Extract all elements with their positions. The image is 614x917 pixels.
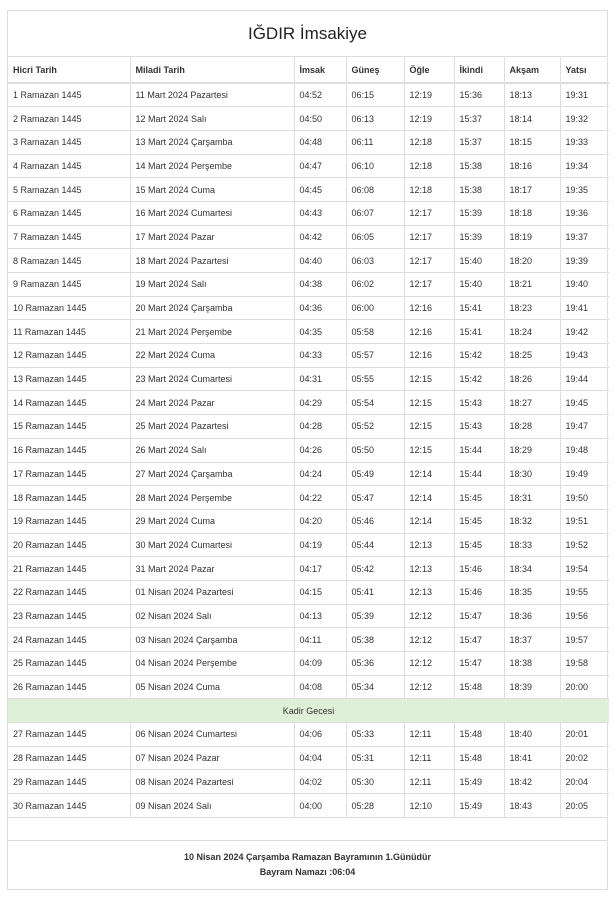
hicri-date-cell: 30 Ramazan 1445 — [8, 794, 130, 818]
imsak-time-cell: 04:13 — [294, 604, 346, 628]
miladi-date-cell: 19 Mart 2024 Salı — [130, 273, 294, 297]
hicri-date-cell: 28 Ramazan 1445 — [8, 746, 130, 770]
table-row — [8, 83, 609, 107]
ikindi-time-cell: 15:38 — [454, 178, 504, 202]
hicri-date-cell: 7 Ramazan 1445 — [8, 225, 130, 249]
imsak-time-cell: 04:11 — [294, 628, 346, 652]
table-row — [8, 628, 609, 652]
gunes-time-cell: 05:44 — [346, 533, 404, 557]
gunes-time-cell: 05:46 — [346, 509, 404, 533]
miladi-date-cell: 18 Mart 2024 Pazartesi — [130, 249, 294, 273]
aksam-time-cell: 18:43 — [504, 794, 560, 818]
ogle-time-cell: 12:16 — [404, 344, 454, 368]
ogle-time-cell: 12:11 — [404, 723, 454, 747]
miladi-date-cell: 13 Mart 2024 Çarşamba — [130, 130, 294, 154]
kadir-gecesi-label: Kadir Gecesi — [8, 699, 609, 723]
table-row — [8, 462, 609, 486]
imsak-time-cell: 04:15 — [294, 580, 346, 604]
hicri-date-cell: 15 Ramazan 1445 — [8, 415, 130, 439]
table-row — [8, 107, 609, 131]
ogle-time-cell: 12:11 — [404, 746, 454, 770]
aksam-time-cell: 18:26 — [504, 367, 560, 391]
column-header-ogle: Öğle — [404, 57, 454, 83]
ogle-time-cell: 12:18 — [404, 154, 454, 178]
ikindi-time-cell: 15:48 — [454, 675, 504, 699]
miladi-date-cell: 22 Mart 2024 Cuma — [130, 344, 294, 368]
table-row — [8, 249, 609, 273]
yatsi-time-cell: 19:52 — [560, 533, 609, 557]
column-header-miladi: Miladi Tarih — [130, 57, 294, 83]
miladi-date-cell: 03 Nisan 2024 Çarşamba — [130, 628, 294, 652]
ogle-time-cell: 12:15 — [404, 391, 454, 415]
ogle-time-cell: 12:10 — [404, 794, 454, 818]
yatsi-time-cell: 19:56 — [560, 604, 609, 628]
table-row — [8, 344, 609, 368]
aksam-time-cell: 18:27 — [504, 391, 560, 415]
table-bottom-spacer — [8, 817, 607, 841]
yatsi-time-cell: 20:00 — [560, 675, 609, 699]
ikindi-time-cell: 15:49 — [454, 770, 504, 794]
miladi-date-cell: 25 Mart 2024 Pazartesi — [130, 415, 294, 439]
hicri-date-cell: 19 Ramazan 1445 — [8, 509, 130, 533]
imsak-time-cell: 04:50 — [294, 107, 346, 131]
ikindi-time-cell: 15:42 — [454, 367, 504, 391]
gunes-time-cell: 06:15 — [346, 83, 404, 107]
aksam-time-cell: 18:16 — [504, 154, 560, 178]
ogle-time-cell: 12:19 — [404, 83, 454, 107]
imsak-time-cell: 04:04 — [294, 746, 346, 770]
ikindi-time-cell: 15:42 — [454, 344, 504, 368]
gunes-time-cell: 06:10 — [346, 154, 404, 178]
ogle-time-cell: 12:17 — [404, 201, 454, 225]
aksam-time-cell: 18:30 — [504, 462, 560, 486]
hicri-date-cell: 9 Ramazan 1445 — [8, 273, 130, 297]
yatsi-time-cell: 19:40 — [560, 273, 609, 297]
gunes-time-cell: 05:36 — [346, 652, 404, 676]
hicri-date-cell: 4 Ramazan 1445 — [8, 154, 130, 178]
hicri-date-cell: 2 Ramazan 1445 — [8, 107, 130, 131]
table-row — [8, 320, 609, 344]
ikindi-time-cell: 15:49 — [454, 794, 504, 818]
aksam-time-cell: 18:20 — [504, 249, 560, 273]
aksam-time-cell: 18:23 — [504, 296, 560, 320]
gunes-time-cell: 05:50 — [346, 438, 404, 462]
miladi-date-cell: 04 Nisan 2024 Perşembe — [130, 652, 294, 676]
aksam-time-cell: 18:14 — [504, 107, 560, 131]
aksam-time-cell: 18:35 — [504, 580, 560, 604]
table-row — [8, 746, 609, 770]
imsak-time-cell: 04:02 — [294, 770, 346, 794]
gunes-time-cell: 05:52 — [346, 415, 404, 439]
yatsi-time-cell: 19:49 — [560, 462, 609, 486]
yatsi-time-cell: 19:32 — [560, 107, 609, 131]
imsak-time-cell: 04:48 — [294, 130, 346, 154]
gunes-time-cell: 06:07 — [346, 201, 404, 225]
gunes-time-cell: 05:30 — [346, 770, 404, 794]
ogle-time-cell: 12:12 — [404, 652, 454, 676]
ikindi-time-cell: 15:41 — [454, 296, 504, 320]
yatsi-time-cell: 19:34 — [560, 154, 609, 178]
table-row — [8, 580, 609, 604]
yatsi-time-cell: 19:44 — [560, 367, 609, 391]
miladi-date-cell: 31 Mart 2024 Pazar — [130, 557, 294, 581]
table-row — [8, 391, 609, 415]
imsak-time-cell: 04:20 — [294, 509, 346, 533]
hicri-date-cell: 12 Ramazan 1445 — [8, 344, 130, 368]
aksam-time-cell: 18:33 — [504, 533, 560, 557]
miladi-date-cell: 17 Mart 2024 Pazar — [130, 225, 294, 249]
ogle-time-cell: 12:17 — [404, 225, 454, 249]
ikindi-time-cell: 15:44 — [454, 438, 504, 462]
hicri-date-cell: 3 Ramazan 1445 — [8, 130, 130, 154]
ikindi-time-cell: 15:39 — [454, 201, 504, 225]
aksam-time-cell: 18:21 — [504, 273, 560, 297]
bayram-namazi-time: Bayram Namazı :06:04 — [259, 867, 356, 878]
imsak-time-cell: 04:09 — [294, 652, 346, 676]
ogle-time-cell: 12:12 — [404, 604, 454, 628]
gunes-time-cell: 05:33 — [346, 723, 404, 747]
gunes-time-cell: 05:34 — [346, 675, 404, 699]
table-row — [8, 415, 609, 439]
hicri-date-cell: 17 Ramazan 1445 — [8, 462, 130, 486]
hicri-date-cell: 25 Ramazan 1445 — [8, 652, 130, 676]
ikindi-time-cell: 15:45 — [454, 533, 504, 557]
aksam-time-cell: 18:41 — [504, 746, 560, 770]
aksam-time-cell: 18:42 — [504, 770, 560, 794]
yatsi-time-cell: 19:43 — [560, 344, 609, 368]
gunes-time-cell: 06:13 — [346, 107, 404, 131]
aksam-time-cell: 18:37 — [504, 628, 560, 652]
table-row — [8, 652, 609, 676]
aksam-time-cell: 18:31 — [504, 486, 560, 510]
hicri-date-cell: 10 Ramazan 1445 — [8, 296, 130, 320]
imsak-time-cell: 04:28 — [294, 415, 346, 439]
table-row — [8, 225, 609, 249]
miladi-date-cell: 02 Nisan 2024 Salı — [130, 604, 294, 628]
table-row — [8, 533, 609, 557]
yatsi-time-cell: 19:47 — [560, 415, 609, 439]
aksam-time-cell: 18:36 — [504, 604, 560, 628]
yatsi-time-cell: 19:48 — [560, 438, 609, 462]
table-row — [8, 201, 609, 225]
hicri-date-cell: 1 Ramazan 1445 — [8, 83, 130, 107]
column-header-ikindi: İkindi — [454, 57, 504, 83]
yatsi-time-cell: 19:39 — [560, 249, 609, 273]
aksam-time-cell: 18:19 — [504, 225, 560, 249]
hicri-date-cell: 24 Ramazan 1445 — [8, 628, 130, 652]
imsak-time-cell: 04:35 — [294, 320, 346, 344]
imsak-time-cell: 04:43 — [294, 201, 346, 225]
hicri-date-cell: 26 Ramazan 1445 — [8, 675, 130, 699]
gunes-time-cell: 05:39 — [346, 604, 404, 628]
ikindi-time-cell: 15:38 — [454, 154, 504, 178]
imsak-time-cell: 04:42 — [294, 225, 346, 249]
aksam-time-cell: 18:39 — [504, 675, 560, 699]
yatsi-time-cell: 20:01 — [560, 723, 609, 747]
ogle-time-cell: 12:11 — [404, 770, 454, 794]
ogle-time-cell: 12:12 — [404, 675, 454, 699]
gunes-time-cell: 05:41 — [346, 580, 404, 604]
kadir-gecesi-row — [8, 699, 609, 723]
ogle-time-cell: 12:14 — [404, 509, 454, 533]
gunes-time-cell: 05:38 — [346, 628, 404, 652]
hicri-date-cell: 8 Ramazan 1445 — [8, 249, 130, 273]
ikindi-time-cell: 15:41 — [454, 320, 504, 344]
imsak-time-cell: 04:45 — [294, 178, 346, 202]
gunes-time-cell: 06:11 — [346, 130, 404, 154]
imsak-time-cell: 04:29 — [294, 391, 346, 415]
yatsi-time-cell: 19:54 — [560, 557, 609, 581]
ikindi-time-cell: 15:43 — [454, 415, 504, 439]
hicri-date-cell: 29 Ramazan 1445 — [8, 770, 130, 794]
gunes-time-cell: 05:54 — [346, 391, 404, 415]
ikindi-time-cell: 15:46 — [454, 580, 504, 604]
ogle-time-cell: 12:15 — [404, 438, 454, 462]
miladi-date-cell: 24 Mart 2024 Pazar — [130, 391, 294, 415]
miladi-date-cell: 09 Nisan 2024 Salı — [130, 794, 294, 818]
ikindi-time-cell: 15:47 — [454, 628, 504, 652]
ikindi-time-cell: 15:37 — [454, 107, 504, 131]
imsak-time-cell: 04:47 — [294, 154, 346, 178]
imsak-time-cell: 04:52 — [294, 83, 346, 107]
hicri-date-cell: 21 Ramazan 1445 — [8, 557, 130, 581]
ikindi-time-cell: 15:40 — [454, 273, 504, 297]
table-row — [8, 604, 609, 628]
ikindi-time-cell: 15:37 — [454, 130, 504, 154]
miladi-date-cell: 06 Nisan 2024 Cumartesi — [130, 723, 294, 747]
ogle-time-cell: 12:16 — [404, 296, 454, 320]
aksam-time-cell: 18:18 — [504, 201, 560, 225]
yatsi-time-cell: 19:37 — [560, 225, 609, 249]
imsak-time-cell: 04:17 — [294, 557, 346, 581]
page-title: IĞDIR İmsakiye — [8, 11, 607, 57]
footer — [8, 841, 607, 877]
yatsi-time-cell: 19:50 — [560, 486, 609, 510]
ikindi-time-cell: 15:48 — [454, 746, 504, 770]
yatsi-time-cell: 20:05 — [560, 794, 609, 818]
ogle-time-cell: 12:13 — [404, 533, 454, 557]
imsak-time-cell: 04:00 — [294, 794, 346, 818]
ogle-time-cell: 12:15 — [404, 415, 454, 439]
table-row — [8, 509, 609, 533]
hicri-date-cell: 22 Ramazan 1445 — [8, 580, 130, 604]
yatsi-time-cell: 20:04 — [560, 770, 609, 794]
miladi-date-cell: 07 Nisan 2024 Pazar — [130, 746, 294, 770]
imsak-time-cell: 04:19 — [294, 533, 346, 557]
miladi-date-cell: 21 Mart 2024 Perşembe — [130, 320, 294, 344]
hicri-date-cell: 23 Ramazan 1445 — [8, 604, 130, 628]
column-header-hicri: Hicri Tarih — [8, 57, 130, 83]
aksam-time-cell: 18:34 — [504, 557, 560, 581]
yatsi-time-cell: 19:57 — [560, 628, 609, 652]
aksam-time-cell: 18:29 — [504, 438, 560, 462]
hicri-date-cell: 16 Ramazan 1445 — [8, 438, 130, 462]
yatsi-time-cell: 19:31 — [560, 83, 609, 107]
miladi-date-cell: 01 Nisan 2024 Pazartesi — [130, 580, 294, 604]
hicri-date-cell: 5 Ramazan 1445 — [8, 178, 130, 202]
yatsi-time-cell: 19:51 — [560, 509, 609, 533]
table-row — [8, 723, 609, 747]
table-header-row — [8, 57, 609, 83]
table-row — [8, 296, 609, 320]
ikindi-time-cell: 15:45 — [454, 486, 504, 510]
ogle-time-cell: 12:13 — [404, 557, 454, 581]
imsak-time-cell: 04:24 — [294, 462, 346, 486]
miladi-date-cell: 05 Nisan 2024 Cuma — [130, 675, 294, 699]
gunes-time-cell: 06:00 — [346, 296, 404, 320]
ikindi-time-cell: 15:36 — [454, 83, 504, 107]
aksam-time-cell: 18:17 — [504, 178, 560, 202]
ogle-time-cell: 12:18 — [404, 178, 454, 202]
imsak-time-cell: 04:38 — [294, 273, 346, 297]
miladi-date-cell: 16 Mart 2024 Cumartesi — [130, 201, 294, 225]
gunes-time-cell: 06:08 — [346, 178, 404, 202]
ikindi-time-cell: 15:45 — [454, 509, 504, 533]
table-row — [8, 273, 609, 297]
gunes-time-cell: 05:28 — [346, 794, 404, 818]
aksam-time-cell: 18:32 — [504, 509, 560, 533]
gunes-time-cell: 06:05 — [346, 225, 404, 249]
gunes-time-cell: 05:49 — [346, 462, 404, 486]
aksam-time-cell: 18:40 — [504, 723, 560, 747]
table-row — [8, 130, 609, 154]
yatsi-time-cell: 19:58 — [560, 652, 609, 676]
ikindi-time-cell: 15:43 — [454, 391, 504, 415]
ogle-time-cell: 12:15 — [404, 367, 454, 391]
miladi-date-cell: 30 Mart 2024 Cumartesi — [130, 533, 294, 557]
ikindi-time-cell: 15:48 — [454, 723, 504, 747]
table-row — [8, 438, 609, 462]
ogle-time-cell: 12:17 — [404, 249, 454, 273]
gunes-time-cell: 05:31 — [346, 746, 404, 770]
imsak-time-cell: 04:06 — [294, 723, 346, 747]
aksam-time-cell: 18:25 — [504, 344, 560, 368]
miladi-date-cell: 28 Mart 2024 Perşembe — [130, 486, 294, 510]
gunes-time-cell: 05:47 — [346, 486, 404, 510]
table-row — [8, 794, 609, 818]
yatsi-time-cell: 19:45 — [560, 391, 609, 415]
table-row — [8, 770, 609, 794]
hicri-date-cell: 14 Ramazan 1445 — [8, 391, 130, 415]
table-row — [8, 367, 609, 391]
imsakiye-panel — [7, 10, 608, 890]
miladi-date-cell: 15 Mart 2024 Cuma — [130, 178, 294, 202]
ogle-time-cell: 12:13 — [404, 580, 454, 604]
ogle-time-cell: 12:14 — [404, 462, 454, 486]
miladi-date-cell: 11 Mart 2024 Pazartesi — [130, 83, 294, 107]
table-row — [8, 486, 609, 510]
aksam-time-cell: 18:38 — [504, 652, 560, 676]
miladi-date-cell: 08 Nisan 2024 Pazartesi — [130, 770, 294, 794]
column-header-imsak: İmsak — [294, 57, 346, 83]
hicri-date-cell: 13 Ramazan 1445 — [8, 367, 130, 391]
ikindi-time-cell: 15:40 — [454, 249, 504, 273]
gunes-time-cell: 05:58 — [346, 320, 404, 344]
yatsi-time-cell: 19:55 — [560, 580, 609, 604]
ikindi-time-cell: 15:47 — [454, 604, 504, 628]
imsak-time-cell: 04:40 — [294, 249, 346, 273]
aksam-time-cell: 18:28 — [504, 415, 560, 439]
bayram-note: 10 Nisan 2024 Çarşamba Ramazan Bayramının 1.Günüdür — [183, 852, 432, 863]
imsak-time-cell: 04:26 — [294, 438, 346, 462]
hicri-date-cell: 6 Ramazan 1445 — [8, 201, 130, 225]
column-header-yatsi: Yatsı — [560, 57, 609, 83]
ikindi-time-cell: 15:47 — [454, 652, 504, 676]
miladi-date-cell: 27 Mart 2024 Çarşamba — [130, 462, 294, 486]
gunes-time-cell: 05:42 — [346, 557, 404, 581]
imsak-time-cell: 04:22 — [294, 486, 346, 510]
yatsi-time-cell: 19:41 — [560, 296, 609, 320]
aksam-time-cell: 18:15 — [504, 130, 560, 154]
aksam-time-cell: 18:13 — [504, 83, 560, 107]
table-row — [8, 557, 609, 581]
ikindi-time-cell: 15:39 — [454, 225, 504, 249]
column-header-gunes: Güneş — [346, 57, 404, 83]
table-row — [8, 675, 609, 699]
ikindi-time-cell: 15:46 — [454, 557, 504, 581]
hicri-date-cell: 27 Ramazan 1445 — [8, 723, 130, 747]
hicri-date-cell: 11 Ramazan 1445 — [8, 320, 130, 344]
gunes-time-cell: 06:02 — [346, 273, 404, 297]
hicri-date-cell: 18 Ramazan 1445 — [8, 486, 130, 510]
miladi-date-cell: 14 Mart 2024 Perşembe — [130, 154, 294, 178]
hicri-date-cell: 20 Ramazan 1445 — [8, 533, 130, 557]
table-row — [8, 154, 609, 178]
yatsi-time-cell: 19:36 — [560, 201, 609, 225]
ogle-time-cell: 12:17 — [404, 273, 454, 297]
ogle-time-cell: 12:14 — [404, 486, 454, 510]
yatsi-time-cell: 19:35 — [560, 178, 609, 202]
imsakiye-table — [8, 57, 609, 817]
column-header-aksam: Akşam — [504, 57, 560, 83]
ikindi-time-cell: 15:44 — [454, 462, 504, 486]
imsak-time-cell: 04:36 — [294, 296, 346, 320]
miladi-date-cell: 26 Mart 2024 Salı — [130, 438, 294, 462]
table-row — [8, 178, 609, 202]
gunes-time-cell: 05:55 — [346, 367, 404, 391]
gunes-time-cell: 06:03 — [346, 249, 404, 273]
imsak-time-cell: 04:08 — [294, 675, 346, 699]
ogle-time-cell: 12:12 — [404, 628, 454, 652]
miladi-date-cell: 20 Mart 2024 Çarşamba — [130, 296, 294, 320]
ogle-time-cell: 12:19 — [404, 107, 454, 131]
yatsi-time-cell: 20:02 — [560, 746, 609, 770]
yatsi-time-cell: 19:42 — [560, 320, 609, 344]
gunes-time-cell: 05:57 — [346, 344, 404, 368]
miladi-date-cell: 29 Mart 2024 Cuma — [130, 509, 294, 533]
aksam-time-cell: 18:24 — [504, 320, 560, 344]
imsak-time-cell: 04:31 — [294, 367, 346, 391]
miladi-date-cell: 12 Mart 2024 Salı — [130, 107, 294, 131]
miladi-date-cell: 23 Mart 2024 Cumartesi — [130, 367, 294, 391]
ogle-time-cell: 12:16 — [404, 320, 454, 344]
ogle-time-cell: 12:18 — [404, 130, 454, 154]
imsak-time-cell: 04:33 — [294, 344, 346, 368]
yatsi-time-cell: 19:33 — [560, 130, 609, 154]
